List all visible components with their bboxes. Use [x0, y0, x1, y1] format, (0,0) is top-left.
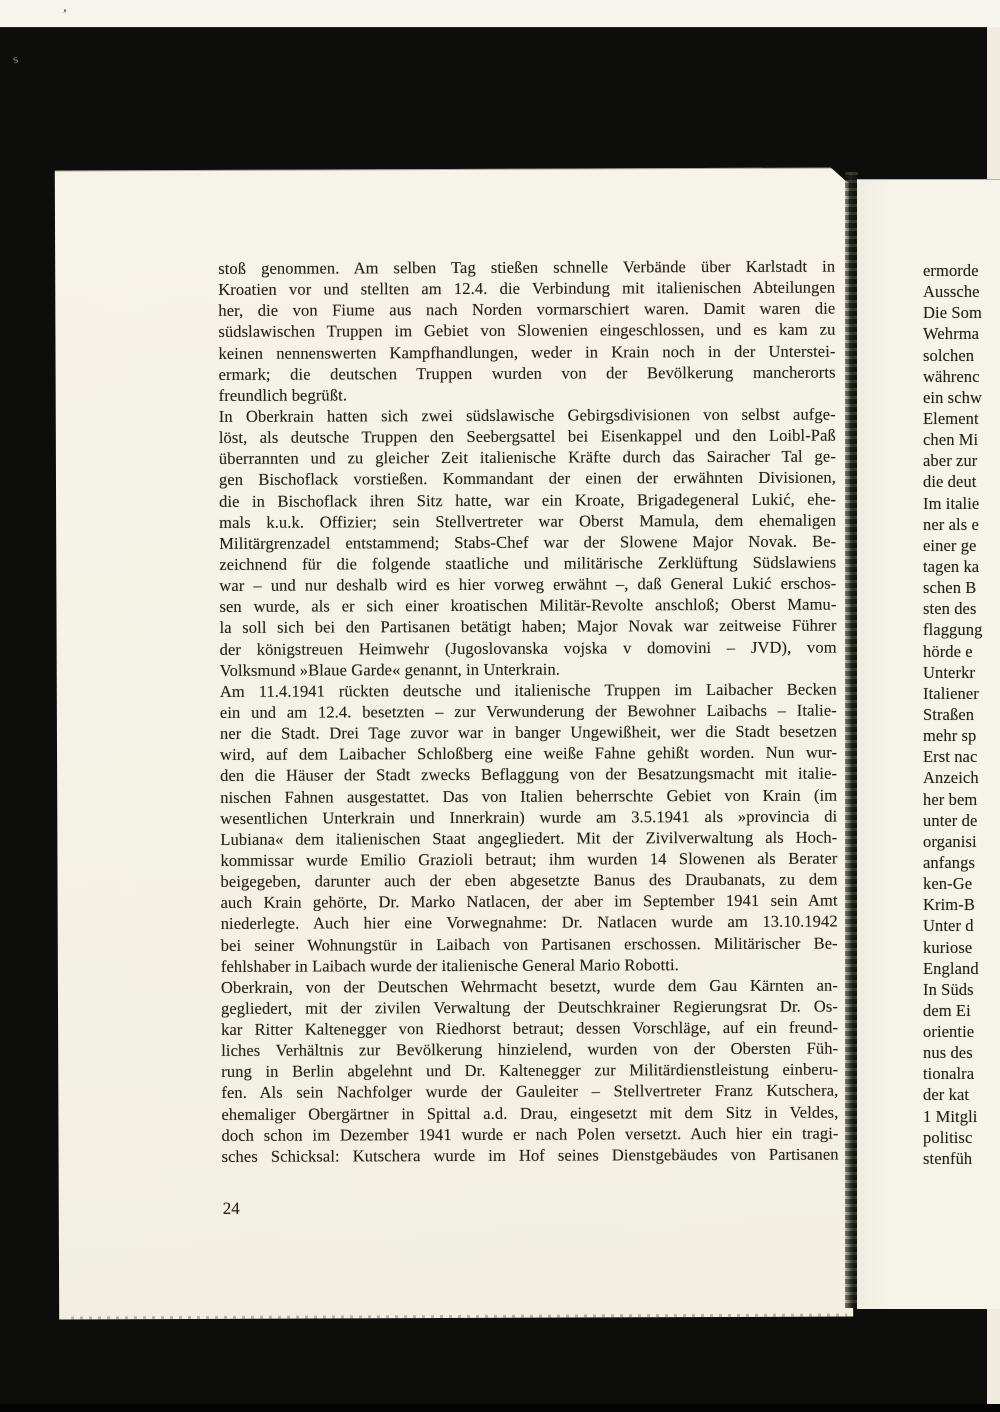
text-line: ermark; die deutschen Truppen wurden von der Bevölkerung mancherorts: [218, 362, 836, 384]
text-line: sten des: [923, 599, 977, 619]
text-line: stenfüh: [923, 1148, 973, 1168]
scan-bottom-edge: [0, 1404, 1000, 1412]
text-line: flaggung: [923, 620, 983, 640]
text-line: Krim-B: [923, 895, 975, 915]
text-line: ner die Stadt. Drei Tage zuvor war in banger Ungewißheit, wer die Stadt besetzen: [219, 721, 837, 743]
text-line: fehlshaber in Laibach wurde der italienische General Mario Robotti.: [220, 954, 679, 976]
text-line: Militärgrenzadel entstammend; Stabs-Chef war der Slowene Major Novak. Be-: [219, 531, 837, 553]
text-line: In Süds: [923, 979, 974, 999]
text-line: Im italie: [923, 493, 980, 513]
text-line: 1 Mitgli: [923, 1106, 978, 1126]
text-line: die in Bischoflack ihren Sitz hatte, war ein Kroate, Brigadegeneral Lukić, ehe-: [219, 489, 837, 511]
text-line: hörde e: [923, 641, 973, 661]
text-line: Wehrma: [923, 324, 980, 344]
text-line: währenc: [923, 366, 980, 386]
text-line: Element: [923, 408, 979, 428]
text-line: Volksmund »Blaue Garde« genannt, in Unterkrain.: [219, 659, 561, 680]
book-left-page: [55, 167, 853, 1319]
text-line: überrannten und zu gleicher Zeit italienische Kräfte durch das Sairacher Tal ge-: [218, 446, 836, 469]
text-line: ehemaliger Obergärtner in Spittal a.d. Drau, eingesetzt mit dem Sitz in Veldes,: [221, 1102, 839, 1124]
text-line: sches Schicksal: Kutschera wurde im Hof seines Dienstgebäudes von Partisanen: [221, 1144, 839, 1166]
text-line: Straßen: [923, 704, 975, 724]
text-line: kuriose: [923, 937, 973, 957]
scan-top-edge: [0, 0, 1000, 28]
text-line: fen. Als sein Nachfolger wurde der Gauleiter – Stellvertreter Franz Kutschera,: [221, 1081, 839, 1103]
text-line: la soll sich bei den Partisanen betätigt haben; Major Novak war zeitweise Führer: [219, 615, 837, 638]
text-line: keinen nennenswerten Kampfhandlungen, weder in Krain noch in der Unterstei-: [218, 341, 836, 363]
text-line: tagen ka: [923, 556, 980, 576]
text-line: orientie: [923, 1022, 975, 1042]
text-line: stoß genommen. Am selben Tag stießen schnelle Verbände über Karlstadt in: [218, 256, 836, 278]
left-page-text-block: [218, 256, 838, 1167]
page-number: 24: [222, 1198, 240, 1218]
text-line: rung in Berlin abgelehnt und Dr. Kaltenegger zur Militärdienstleistung einberu-: [221, 1059, 839, 1082]
text-line: freundlich begrüßt.: [218, 385, 348, 405]
text-line: sen wurde, als er sich einer kroatischen Militär-Revolte anschloß; Oberst Mamu-: [219, 594, 837, 617]
scan-speck-mark: ’: [60, 5, 68, 22]
text-line: einer ge: [923, 535, 977, 555]
page-bottom-deckle-edge: [71, 1313, 847, 1319]
text-line: bei seiner Wohnungstür in Laibach von Partisanen erschossen. Militärischer Be-: [220, 933, 838, 955]
text-line: Lubiana« dem italienischen Staat angegliedert. Mit der Zivilverwaltung als Hoch-: [220, 827, 838, 849]
text-line: doch schon im Dezember 1941 wurde er nach Polen versetzt. Auch hier ein tragi-: [221, 1123, 839, 1145]
text-line: ken-Ge: [923, 874, 973, 894]
right-page-text-block: [923, 260, 1000, 1169]
text-line: Kroatien vor und stellten am 12.4. die Verbindung mit italienischen Abteilungen: [218, 277, 836, 300]
text-line: Unterkr: [923, 662, 976, 682]
text-line: Am 11.4.1941 rückten deutsche und italienische Truppen im Laibacher Becken: [219, 679, 837, 701]
text-line: Italiener: [923, 683, 979, 703]
text-line: mehr sp: [923, 726, 977, 746]
text-line: der königstreuen Heimwehr (Jugoslovanska vojska v domovini – JVD), vom: [219, 637, 837, 659]
text-line: löst, als deutsche Truppen den Seebergsattel bei Eisenkappel und den Loibl-Paß: [218, 425, 836, 448]
text-line: Die Som: [923, 303, 982, 323]
text-line: ein schw: [923, 387, 982, 407]
text-line: nus des: [923, 1043, 973, 1063]
text-line: ermorde: [923, 261, 979, 280]
text-line: der kat: [923, 1085, 970, 1105]
text-line: kar Ritter Kaltenegger von Riedhorst betraut; dessen Vorschläge, auf ein freund-: [221, 1017, 839, 1039]
text-line: England: [923, 958, 979, 978]
text-line: chen Mi: [923, 430, 979, 450]
text-line: ner als e: [923, 514, 979, 534]
text-line: niederlegte. Auch hier eine Vorwegnahme: Dr. Natlacen wurde am 13.10.1942: [220, 911, 838, 934]
text-line: nischen Fahnen ausgestattet. Das von Italien beherrschte Gebiet von Krain (im: [220, 785, 838, 807]
text-line: Unter d: [923, 916, 974, 936]
text-line: her, die von Fiume aus nach Norden vormarschiert waren. Damit waren die: [218, 298, 836, 321]
text-line: wird, auf dem Laibacher Schloßberg eine weiße Fahne gehißt worden. Nun wur-: [220, 742, 838, 765]
text-line: gen Bischoflack vorstießen. Kommandant der einen der erwähnten Divisionen,: [218, 467, 837, 490]
text-line: zeichnend für die folgende staatliche und militärische Zerklüftung Südslawiens: [219, 552, 837, 574]
text-line: die deut: [923, 472, 977, 492]
text-line: beigegeben, darunter auch der eben abgesetzte Banus des Draubanats, zu dem: [220, 869, 838, 891]
text-line: wesentlichen Unterkrain und Innerkrain) wurde am 3.5.1941 als »provincia di: [220, 806, 838, 828]
text-line: aber zur: [923, 451, 978, 471]
text-line: gegliedert, mit der zivilen Verwaltung der Deutschkrainer Regierungsrat Dr. Os-: [220, 996, 839, 1018]
text-line: solchen: [923, 345, 975, 365]
text-line: kommissar wurde Emilio Grazioli betraut; ihm wurden 14 Slowenen als Berater: [220, 848, 838, 870]
text-line: anfangs: [923, 852, 976, 872]
text-line: unter de: [923, 810, 978, 830]
text-line: schen B: [923, 578, 977, 598]
text-line: den die Häuser der Stadt zwecks Beflaggung von der Besatzungsmacht mit italie-: [220, 763, 838, 786]
text-line: organisi: [923, 831, 977, 851]
text-line: Oberkrain, von der Deutschen Wehrmacht besetzt, wurde dem Gau Kärnten an-: [220, 975, 838, 997]
text-line: her bem: [923, 789, 978, 809]
text-line: mals k.u.k. Offizier; sein Stellvertreter war Oberst Mamula, dem ehemaligen: [219, 510, 837, 532]
scan-margin-artifact: s: [10, 51, 20, 67]
text-line: war – und nur deshalb wird es hier vorweg erwähnt –, daß General Lukić erschos-: [219, 573, 837, 596]
text-line: politisc: [923, 1127, 973, 1147]
text-line: dem Ei: [923, 1000, 971, 1020]
text-line: Aussche: [923, 282, 980, 302]
text-line: südslawischen Truppen im Gebiet von Slowenien eingeschlossen, und es kam zu: [218, 319, 836, 342]
text-line: auch Krain gehörte, Dr. Marko Natlacen, der aber im September 1941 sein Amt: [220, 890, 838, 913]
text-line: tionalra: [923, 1064, 975, 1084]
text-line: ein und am 12.4. besetzten – zur Verwunderung der Bewohner Laibachs – Italie-: [219, 700, 837, 722]
text-line: liches Verhältnis zur Bevölkerung hinzielend, wurden von der Obersten Füh-: [221, 1038, 839, 1061]
book-right-page: [857, 179, 1000, 1309]
text-line: Anzeich: [923, 768, 979, 788]
text-line: Erst nac: [923, 747, 978, 767]
text-line: In Oberkrain hatten sich zwei südslawische Gebirgsdivisionen von selbst aufge-: [218, 404, 836, 426]
